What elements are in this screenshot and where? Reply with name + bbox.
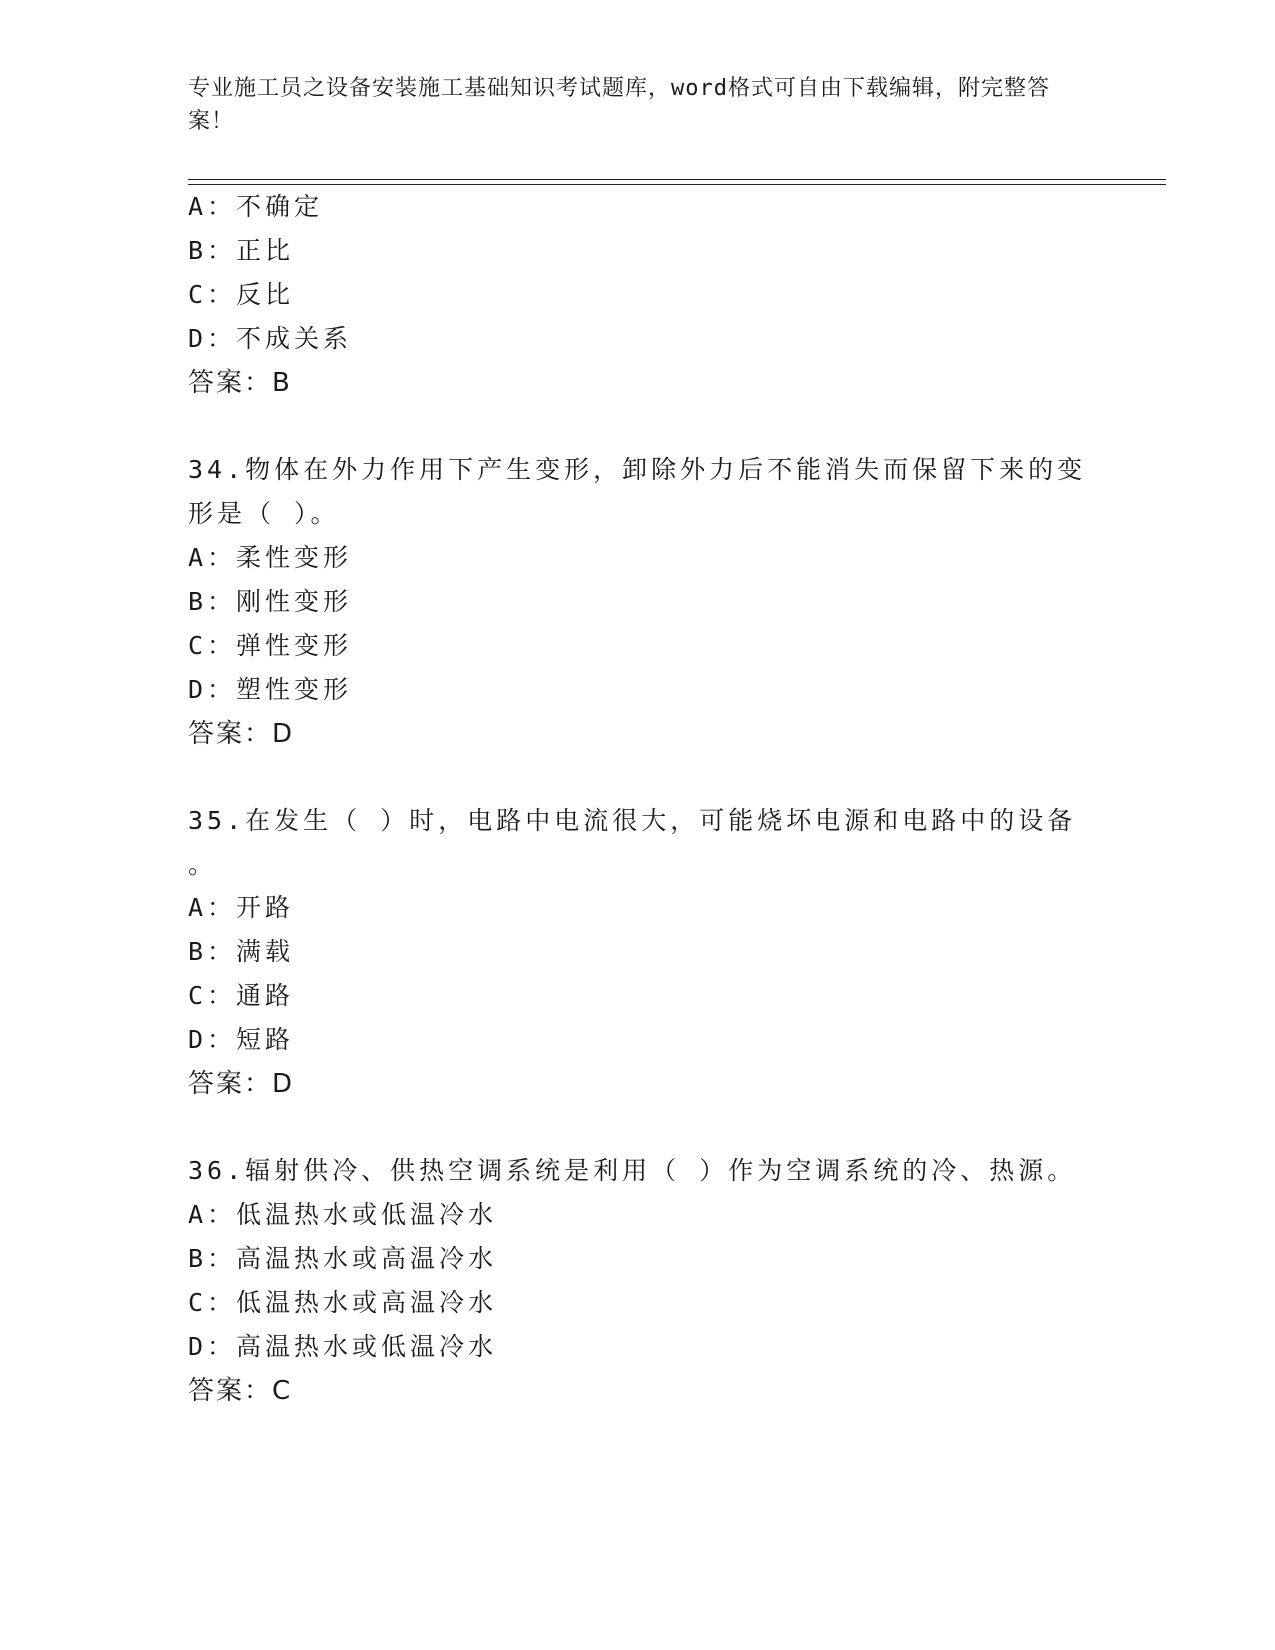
q35-option-c: C：通路	[188, 981, 295, 1010]
q36-option-b: B：高温热水或高温冷水	[188, 1244, 498, 1273]
document-header: 专业施工员之设备安装施工基础知识考试题库，word格式可自由下载编辑，附完整答案！	[188, 76, 1050, 134]
q34-stem-line2: 形是（ ）。	[188, 499, 340, 528]
q34-option-c: C：弹性变形	[188, 631, 353, 660]
q36-stem-line1: 36.辐射供冷、供热空调系统是利用（ ）作为空调系统的冷、热源。	[188, 1156, 1077, 1185]
q36-option-a: A：低温热水或低温冷水	[188, 1200, 498, 1229]
header-divider-top	[188, 179, 1166, 180]
q34-option-a: A：柔性变形	[188, 543, 353, 572]
q35-option-d: D：短路	[188, 1025, 295, 1054]
q36-option-d: D：高温热水或低温冷水	[188, 1332, 498, 1361]
header-divider-bottom	[188, 184, 1166, 185]
q35-option-a: A：开路	[188, 893, 295, 922]
q33-option-b: B：正比	[188, 236, 295, 265]
q33-option-a: A：不确定	[188, 192, 324, 221]
q33-answer: 答案：B	[188, 368, 292, 398]
q36-option-c: C：低温热水或高温冷水	[188, 1288, 498, 1317]
q35-stem-line2: 。	[188, 850, 218, 879]
q34-option-b: B：刚性变形	[188, 587, 353, 616]
q35-option-b: B：满载	[188, 937, 295, 966]
q36-answer: 答案：C	[188, 1376, 293, 1406]
q34-stem-line1: 34.物体在外力作用下产生变形，卸除外力后不能消失而保留下来的变	[188, 455, 1087, 484]
q33-option-d: D：不成关系	[188, 324, 353, 353]
q34-option-d: D：塑性变形	[188, 675, 353, 704]
q35-stem-line1: 35.在发生（ ）时，电路中电流很大，可能烧坏电源和电路中的设备	[188, 806, 1077, 835]
q34-answer: 答案：D	[188, 719, 295, 749]
q35-answer: 答案：D	[188, 1069, 295, 1099]
q33-option-c: C：反比	[188, 280, 295, 309]
